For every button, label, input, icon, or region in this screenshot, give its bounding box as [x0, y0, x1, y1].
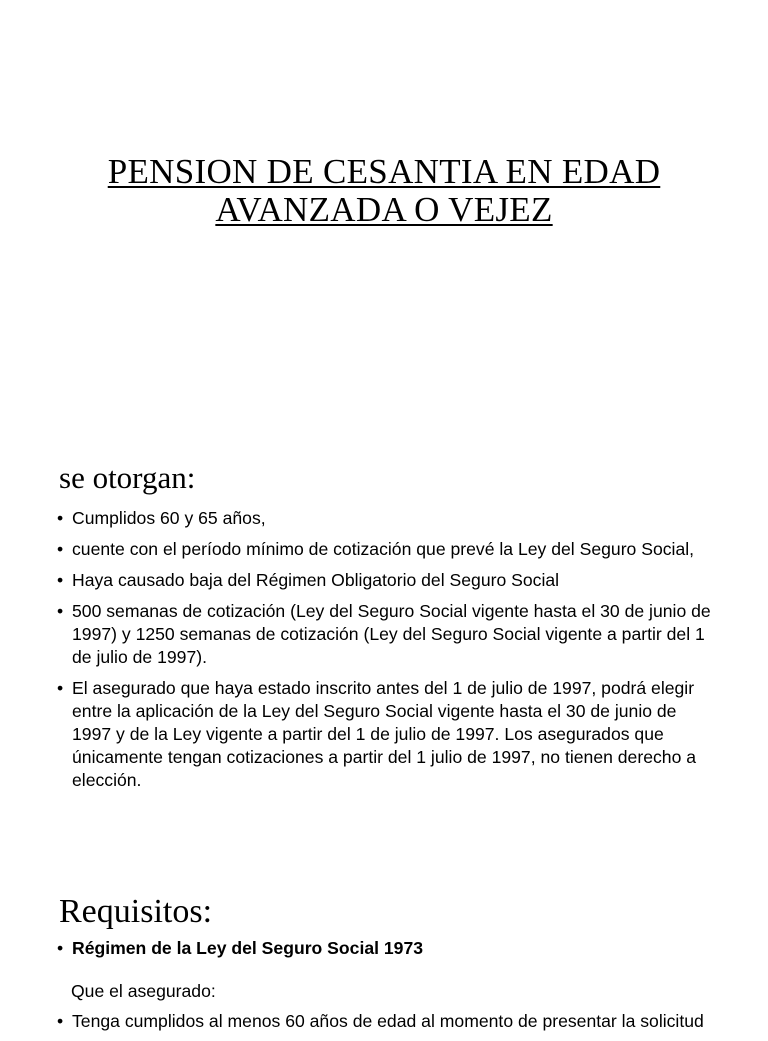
regimen-list — [57, 937, 717, 968]
bullet-icon: • — [57, 539, 64, 559]
list-item-text: 500 semanas de cotización (Ley del Seguro Social vigente hasta el 30 de junio de 1997) y 1250 semanas de cotización (Ley del Seguro Social vigente a partir del 1 de julio de 1997). — [72, 601, 711, 667]
list-item — [57, 600, 717, 669]
title-line-1: PENSION DE CESANTIA EN EDAD — [107, 152, 661, 191]
sub-label: Que el asegurado: — [71, 981, 216, 1001]
bullet-icon: • — [57, 601, 64, 621]
list-item-text: El asegurado que haya estado inscrito antes del 1 de julio de 1997, podrá elegir entre la aplicación de la Ley del Seguro Social vigente hasta el 30 de junio de 1997 y de la Ley vigente a partir del 1 de julio de 1997. Los asegurados que únicamente tengan cotizaciones a partir del 1 julio de 1997, no tienen derecho a elección. — [72, 678, 697, 790]
list-item — [57, 937, 717, 960]
otorgan-list — [57, 507, 717, 800]
bullet-icon: • — [57, 678, 64, 698]
list-item-text: Tenga cumplidos al menos 60 años de edad al momento de presentar la solicitud — [72, 1011, 704, 1031]
title-line-2: AVANZADA O VEJEZ — [215, 190, 553, 229]
bullet-icon: • — [57, 508, 64, 528]
otorgan-heading: se otorgan: — [59, 460, 196, 495]
list-item — [57, 677, 717, 792]
list-item — [57, 507, 717, 530]
list-item — [57, 1010, 768, 1033]
bullet-icon: • — [57, 1011, 64, 1031]
bullet-icon: • — [57, 938, 64, 958]
list-item-text: Haya causado baja del Régimen Obligatorio del Seguro Social — [72, 570, 560, 590]
list-item-text: Cumplidos 60 y 65 años, — [72, 508, 266, 528]
list-item-text: cuente con el período mínimo de cotización que prevé la Ley del Seguro Social, — [72, 539, 695, 559]
requisitos-list — [57, 1010, 768, 1041]
requisitos-heading: Requisitos: — [59, 893, 213, 930]
regimen-label: Régimen de la Ley del Seguro Social 1973 — [72, 938, 424, 958]
bullet-icon: • — [57, 570, 64, 590]
list-item — [57, 538, 717, 561]
list-item — [57, 569, 717, 592]
slide-title — [0, 153, 768, 229]
